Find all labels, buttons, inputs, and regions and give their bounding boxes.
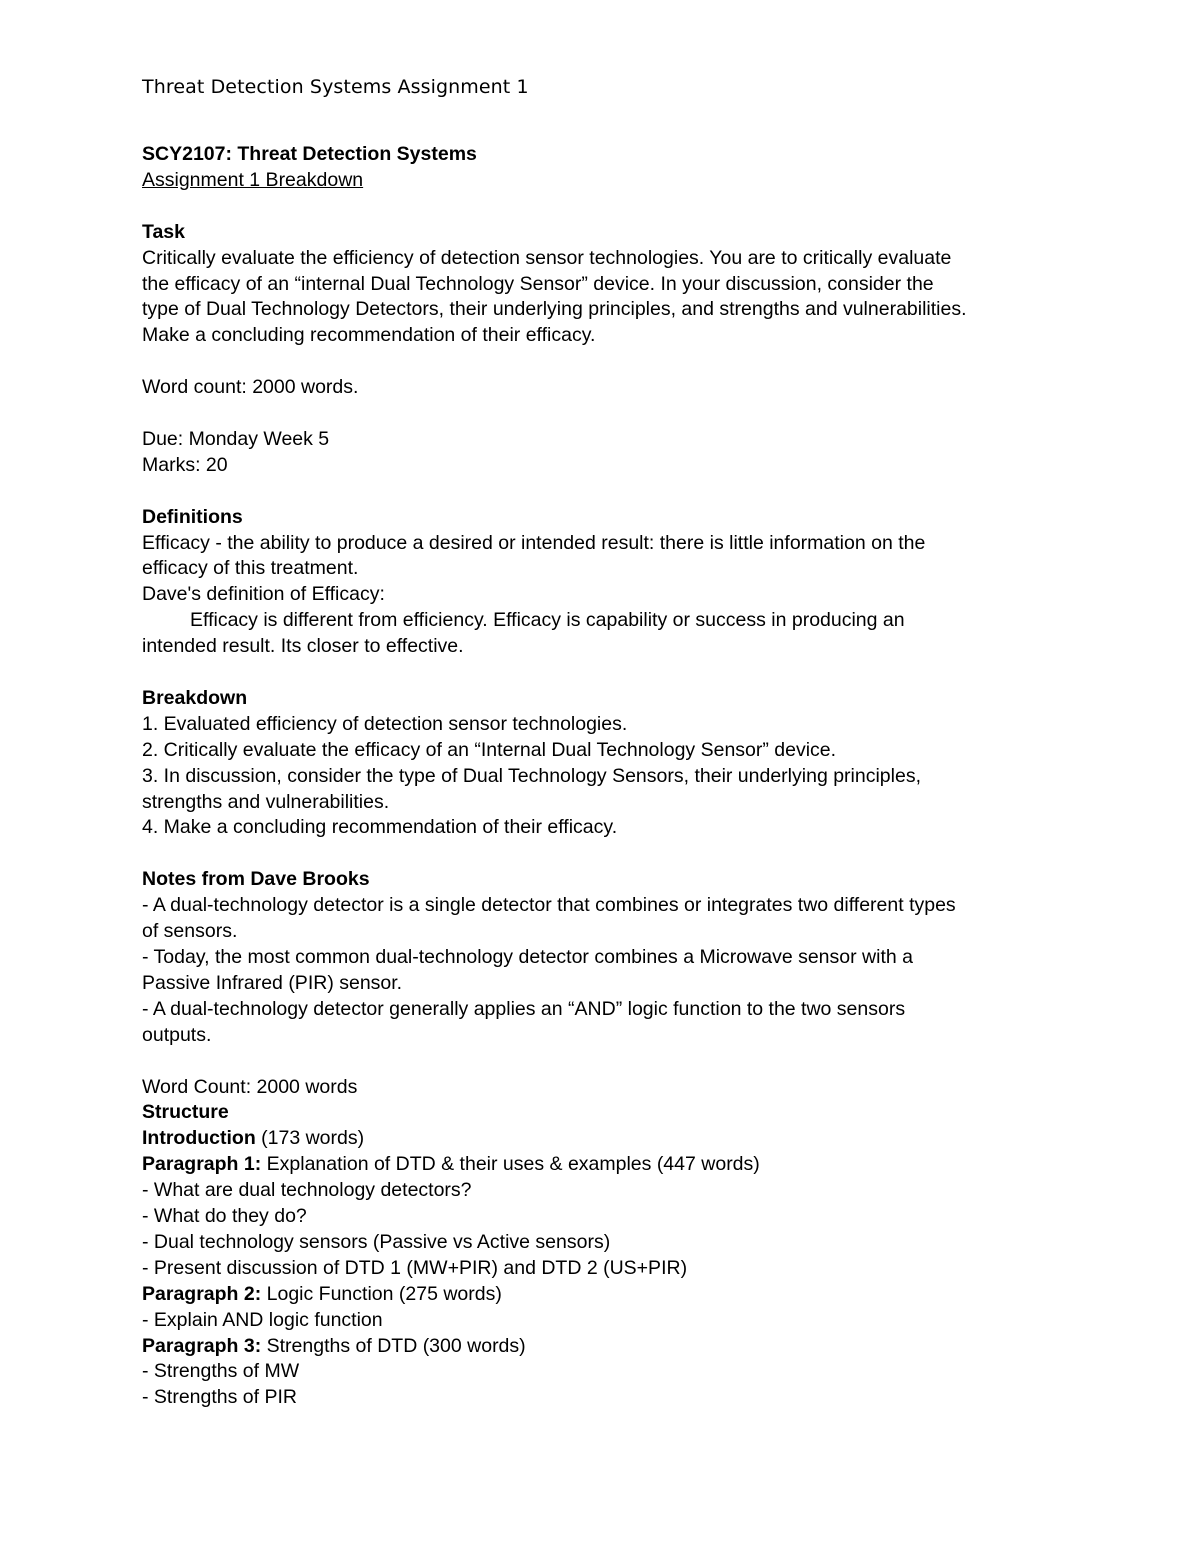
notes-line: of sensors. — [142, 920, 238, 943]
structure-item: - What are dual technology detectors? — [142, 1179, 472, 1202]
structure-word-count: Word Count: 2000 words — [142, 1075, 358, 1098]
task-heading: Task — [142, 220, 185, 243]
structure-text: Logic Function (275 words) — [261, 1282, 502, 1305]
task-line: type of Dual Technology Detectors, their underlying principles, and strengths and vulnerabilities. — [142, 298, 967, 321]
notes-line: - A dual-technology detector generally applies an “AND” logic function to the two sensors — [142, 997, 906, 1020]
document-body — [142, 72, 1102, 1411]
spacer — [142, 194, 1102, 220]
definition-line: intended result. Its closer to effective. — [142, 635, 464, 658]
structure-item: - Strengths of MW — [142, 1360, 300, 1383]
structure-item: - Dual technology sensors (Passive vs Active sensors) — [142, 1230, 611, 1253]
due-date: Due: Monday Week 5 — [142, 427, 330, 450]
structure-heading: Structure — [142, 1101, 229, 1124]
spacer — [142, 660, 1102, 686]
structure-item: - Explain AND logic function — [142, 1308, 383, 1331]
structure-item: - What do they do? — [142, 1205, 307, 1228]
task-line: the efficacy of an “internal Dual Technology Sensor” device. In your discussion, consider the — [142, 272, 934, 295]
structure-paragraph-1 — [142, 1152, 1102, 1178]
notes-heading: Notes from Dave Brooks — [142, 868, 370, 891]
definition-indented-line: Efficacy is different from efficiency. Efficacy is capability or success in producing an — [190, 609, 905, 632]
definition-line: Efficacy - the ability to produce a desired or intended result: there is little information on the — [142, 531, 926, 554]
definition-line: Dave's definition of Efficacy: — [142, 583, 385, 606]
task-line: Critically evaluate the efficiency of detection sensor technologies. You are to critically evaluate — [142, 246, 952, 269]
course-title: SCY2107: Threat Detection Systems — [142, 143, 477, 165]
breakdown-item: 2. Critically evaluate the efficacy of an “Internal Dual Technology Sensor” device. — [142, 738, 837, 761]
structure-item: - Present discussion of DTD 1 (MW+PIR) and DTD 2 (US+PIR) — [142, 1256, 688, 1279]
course-subtitle: Assignment 1 Breakdown — [142, 168, 364, 191]
definitions-heading: Definitions — [142, 505, 243, 528]
structure-text: Explanation of DTD & their uses & examples (447 words) — [261, 1153, 760, 1176]
structure-text: Strengths of DTD (300 words) — [261, 1334, 526, 1357]
notes-line: - A dual-technology detector is a single detector that combines or integrates two different types — [142, 894, 956, 917]
spacer — [142, 841, 1102, 867]
structure-label: Paragraph 2: — [142, 1282, 262, 1305]
notes-line: outputs. — [142, 1023, 212, 1046]
marks: Marks: 20 — [142, 453, 228, 476]
spacer — [142, 479, 1102, 505]
notes-line: Passive Infrared (PIR) sensor. — [142, 971, 403, 994]
breakdown-item: 1. Evaluated efficiency of detection sensor technologies. — [142, 712, 628, 735]
breakdown-item: 3. In discussion, consider the type of Dual Technology Sensors, their underlying principles, — [142, 764, 921, 787]
structure-label: Introduction — [142, 1127, 256, 1150]
structure-item: - Strengths of PIR — [142, 1386, 297, 1409]
notes-line: - Today, the most common dual-technology detector combines a Microwave sensor with a — [142, 946, 913, 968]
breakdown-item: 4. Make a concluding recommendation of their efficacy. — [142, 816, 618, 839]
structure-text: (173 words) — [255, 1127, 365, 1150]
definition-line: efficacy of this treatment. — [142, 557, 359, 580]
task-line: Make a concluding recommendation of their efficacy. — [142, 324, 596, 347]
word-count: Word count: 2000 words. — [142, 376, 359, 399]
structure-paragraph-3 — [142, 1334, 1102, 1360]
structure-label: Paragraph 3: — [142, 1334, 262, 1357]
spacer — [142, 349, 1102, 375]
breakdown-item: strengths and vulnerabilities. — [142, 790, 390, 813]
structure-paragraph-2 — [142, 1282, 1102, 1308]
structure-introduction — [142, 1126, 1102, 1152]
structure-label: Paragraph 1: — [142, 1153, 262, 1176]
spacer — [142, 401, 1102, 427]
breakdown-heading: Breakdown — [142, 686, 248, 709]
page-header: Threat Detection Systems Assignment 1 — [142, 76, 529, 98]
spacer — [142, 1049, 1102, 1075]
